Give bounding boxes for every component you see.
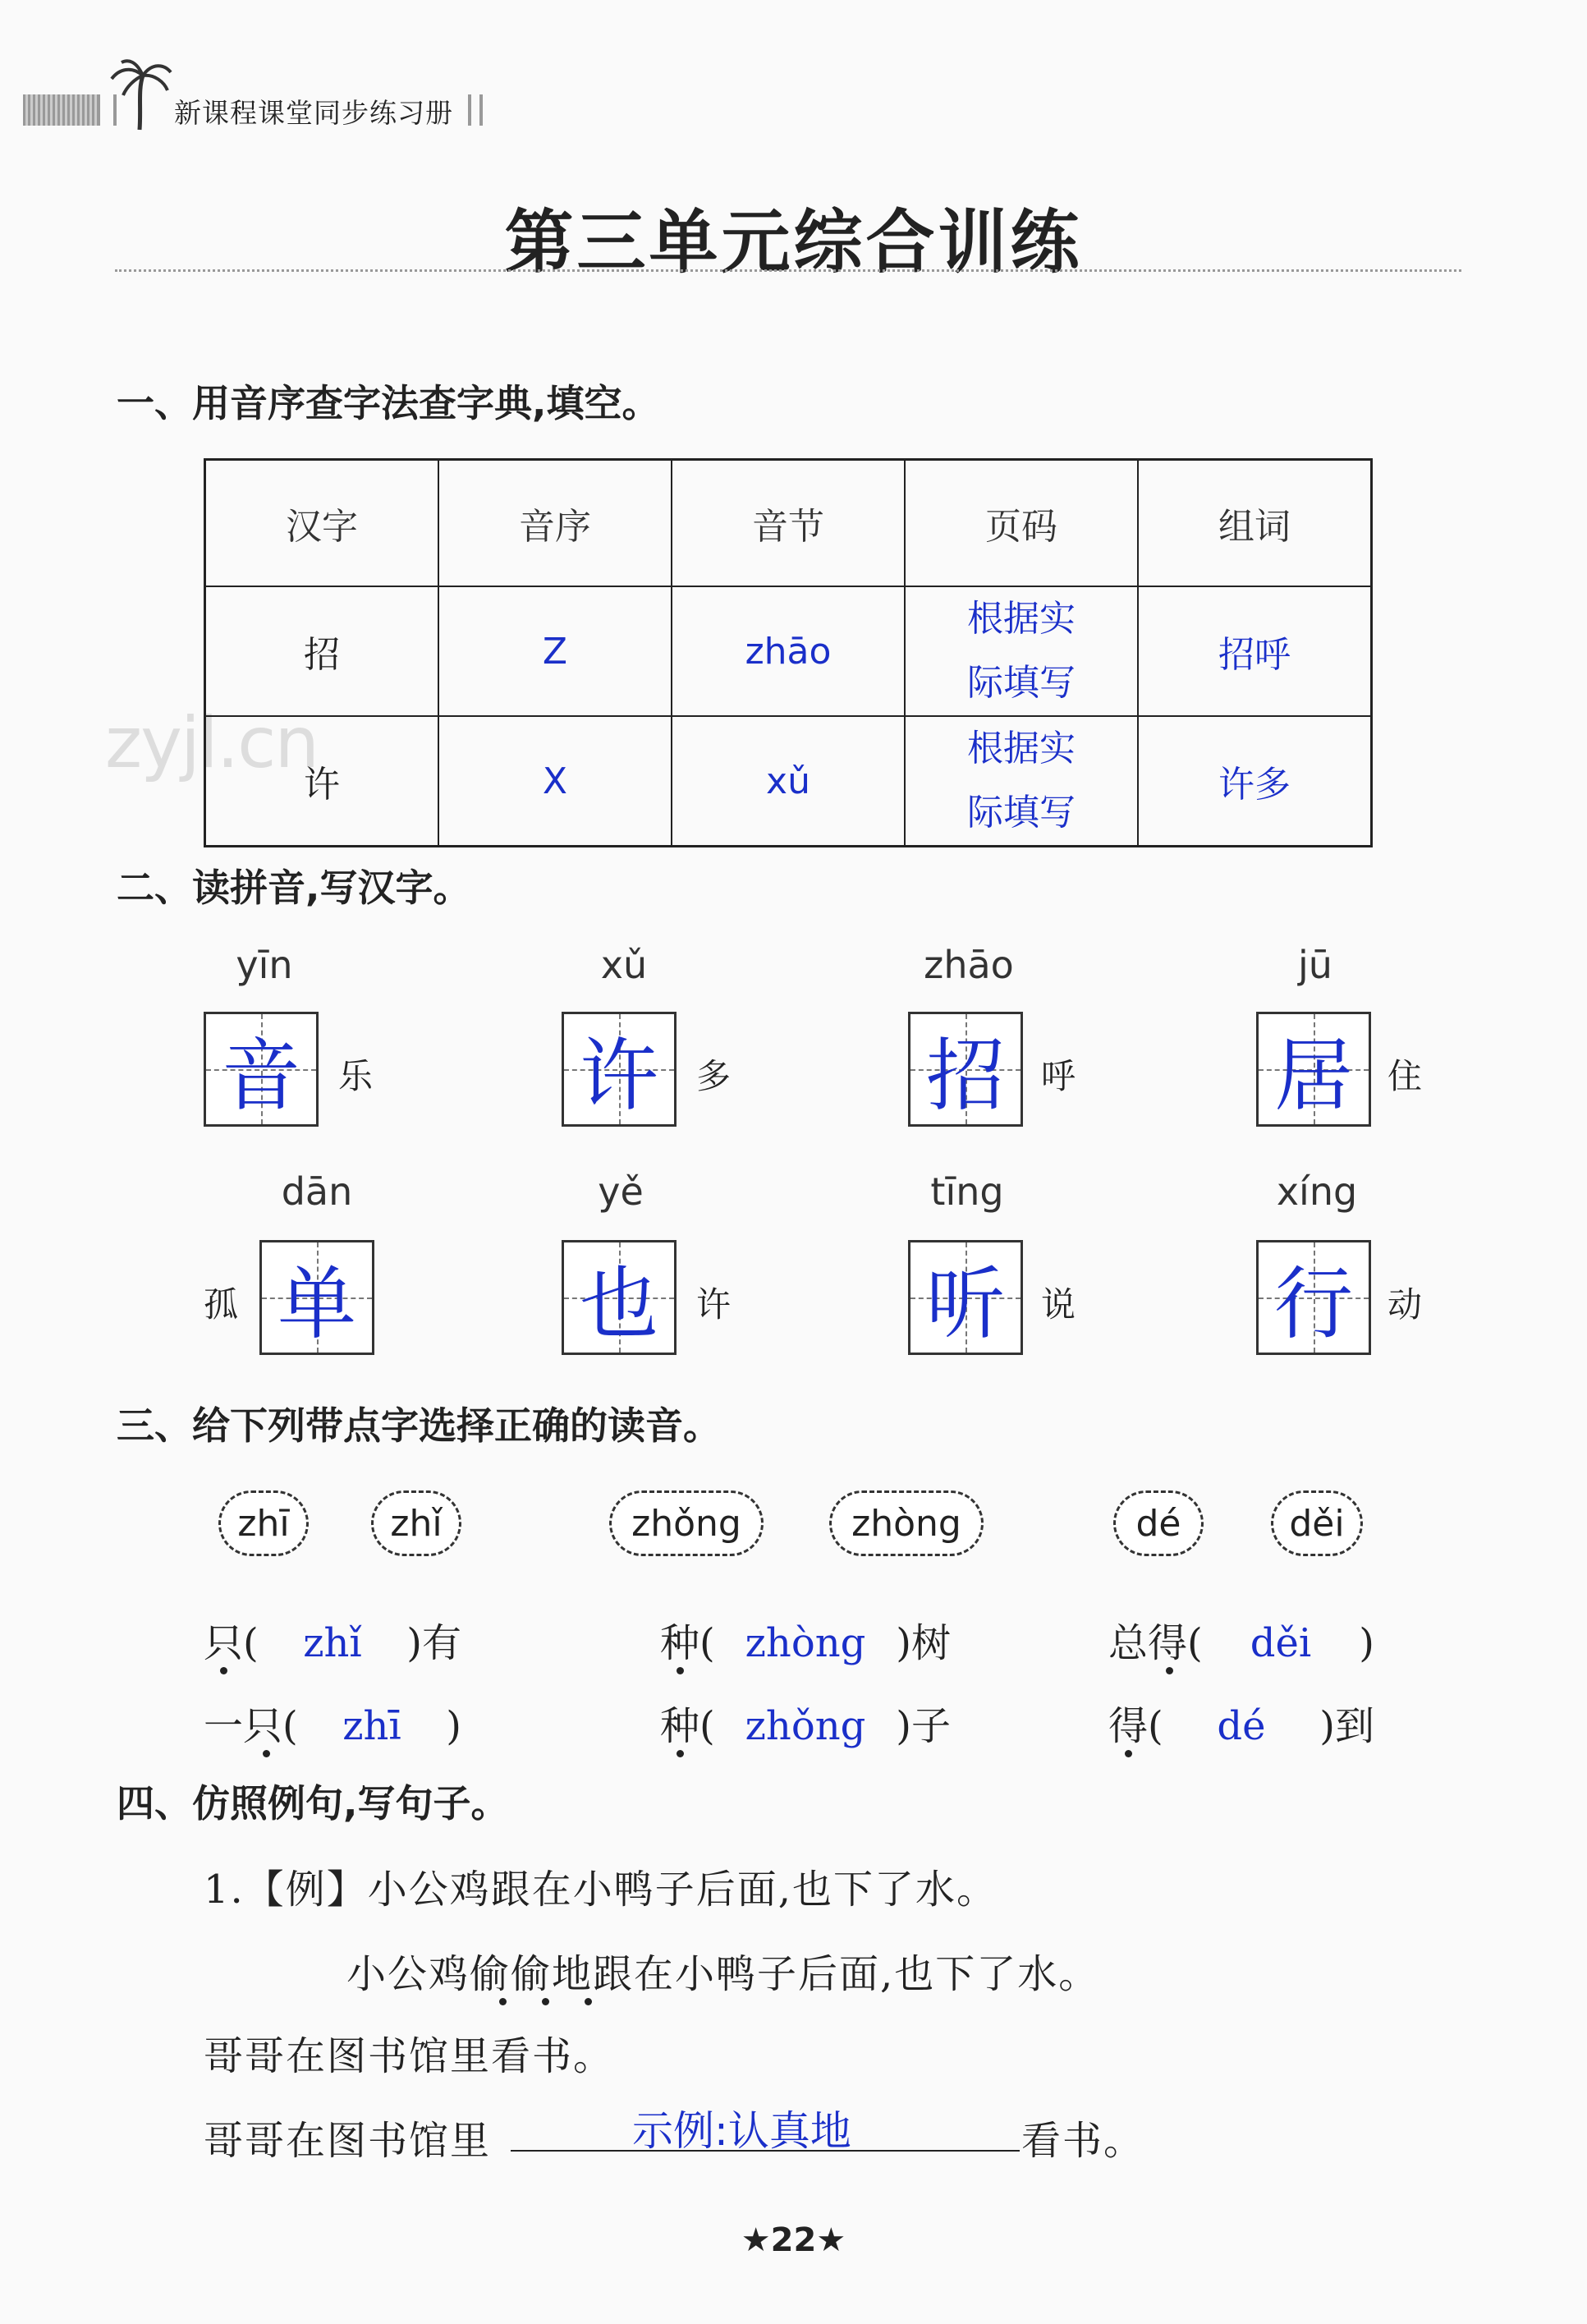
page-number: ★22★ [741, 2221, 846, 2259]
watermark: zyjl.cn [105, 702, 318, 784]
choice-post: )到 [1319, 1703, 1374, 1749]
cell-initial: Z [438, 586, 672, 716]
cell-char: 招 [205, 586, 439, 716]
choice-line [204, 1694, 461, 1751]
word-part: 孤 [204, 1284, 239, 1325]
choice-answer: děi [1250, 1620, 1312, 1666]
choice-post: ) [446, 1703, 461, 1749]
writing-grid-box [908, 1012, 1023, 1127]
box-answer: 听 [926, 1257, 1005, 1350]
pinyin-label: zhāo [924, 943, 1014, 987]
cell-syllable: xǔ [672, 716, 905, 847]
writing-grid-box [562, 1012, 677, 1127]
cell-syllable: zhāo [672, 586, 905, 716]
choice-answer: zhòng [745, 1620, 866, 1666]
box-answer: 音 [222, 1029, 300, 1122]
choice-line [1108, 1611, 1374, 1668]
column-header: 汉字 [205, 460, 439, 587]
cell-page [905, 586, 1138, 716]
choice-pre: 一只( [204, 1703, 298, 1749]
section2-heading: 二、读拼音,写汉字。 [117, 866, 471, 910]
pinyin-label: yě [598, 1169, 644, 1214]
choice-post: )有 [406, 1620, 461, 1666]
prompt-sentence: 哥哥在图书馆里看书。 [204, 2033, 615, 2079]
choice-post: ) [1359, 1620, 1374, 1666]
pinyin-option-bubble: zhǒng [609, 1490, 764, 1556]
choice-post: )树 [896, 1620, 951, 1666]
choice-answer: zhǐ [303, 1620, 362, 1666]
pinyin-option-bubble: děi [1271, 1490, 1363, 1556]
table-row [205, 716, 1372, 847]
writing-grid-box [908, 1240, 1023, 1355]
cell-initial: X [438, 716, 672, 847]
box-answer: 招 [926, 1029, 1005, 1122]
choice-pre: 种( [660, 1620, 715, 1666]
emphasis-dot [220, 1667, 227, 1674]
header-decor-bar [23, 94, 97, 126]
box-answer: 单 [277, 1257, 356, 1350]
cell-char: 许 [205, 716, 439, 847]
writing-grid-box [562, 1240, 677, 1355]
page-title: 第三单元综合训练 [504, 201, 1083, 282]
cell-page-line1: 根据实 [967, 598, 1076, 640]
pinyin-label: jū [1298, 943, 1332, 987]
column-header: 音节 [672, 460, 905, 587]
box-answer: 许 [580, 1029, 658, 1122]
column-header: 页码 [905, 460, 1138, 587]
pinyin-option-bubble: zhǐ [371, 1490, 461, 1556]
choice-pre: 总得( [1108, 1620, 1203, 1666]
cell-page-line2: 际填写 [967, 662, 1076, 704]
fill-answer: 示例:认真地 [632, 2107, 851, 2155]
writing-grid-box [204, 1012, 319, 1127]
choice-line [660, 1611, 951, 1668]
choice-line [204, 1611, 461, 1668]
column-header: 组词 [1138, 460, 1372, 587]
pinyin-label: xǔ [600, 943, 648, 987]
cell-page-line2: 际填写 [967, 792, 1076, 834]
emphasis-dot [677, 1667, 684, 1674]
table-header-row [205, 460, 1372, 587]
choice-pre: 种( [660, 1703, 715, 1749]
pinyin-label: yīn [236, 943, 293, 987]
writing-grid-box [259, 1240, 374, 1355]
pinyin-option-bubble: zhòng [829, 1490, 984, 1556]
cell-page [905, 716, 1138, 847]
dictionary-table [204, 458, 1373, 847]
pinyin-label: xíng [1276, 1169, 1358, 1214]
word-part: 许 [696, 1284, 732, 1325]
title-divider [115, 269, 1461, 272]
emphasis-dot [1166, 1667, 1173, 1674]
writing-grid-box [1256, 1012, 1371, 1127]
emphasis-dot [263, 1750, 270, 1757]
section3-heading: 三、给下列带点字选择正确的读音。 [117, 1403, 721, 1448]
cell-word: 许多 [1138, 716, 1372, 847]
box-answer: 行 [1274, 1257, 1353, 1350]
choice-pre: 得( [1108, 1703, 1163, 1749]
box-answer: 也 [580, 1257, 658, 1350]
choice-answer: dé [1217, 1703, 1266, 1749]
choice-post: )子 [896, 1703, 951, 1749]
column-header: 音序 [438, 460, 672, 587]
word-part: 说 [1041, 1284, 1076, 1325]
word-part: 呼 [1041, 1056, 1076, 1096]
choice-pre: 只( [204, 1620, 259, 1666]
section1-heading: 一、用音序查字法查字典,填空。 [117, 381, 660, 425]
header-decor-end [468, 94, 483, 126]
emphasis-dot [1125, 1750, 1132, 1757]
word-part: 乐 [338, 1056, 374, 1096]
choice-answer: zhǒng [745, 1703, 866, 1749]
emphasis-dot [585, 1998, 592, 2005]
choice-answer: zhī [342, 1703, 401, 1749]
fill-suffix: 看书。 [1021, 2118, 1145, 2164]
pinyin-label: tīng [930, 1169, 1004, 1214]
choice-line [660, 1694, 951, 1751]
word-part: 多 [696, 1056, 732, 1096]
writing-grid-box [1256, 1240, 1371, 1355]
emphasis-dot [499, 1998, 507, 2005]
pinyin-label: dān [281, 1169, 353, 1214]
word-part: 动 [1387, 1284, 1423, 1325]
pinyin-option-bubble: zhī [218, 1490, 309, 1556]
box-answer: 居 [1274, 1029, 1353, 1122]
cell-page-line1: 根据实 [967, 728, 1076, 769]
example-label: 1.【例】小公鸡跟在小鸭子后面,也下了水。 [204, 1867, 998, 1913]
cell-word: 招呼 [1138, 586, 1372, 716]
word-part: 住 [1387, 1056, 1423, 1096]
section4-heading: 四、仿照例句,写句子。 [117, 1781, 509, 1826]
pinyin-option-bubble: dé [1113, 1490, 1204, 1556]
fill-prefix: 哥哥在图书馆里 [204, 2118, 492, 2164]
example-sentence: 小公鸡偷偷地跟在小鸭子后面,也下了水。 [346, 1951, 1100, 1997]
book-title: 新课程课堂同步练习册 [174, 97, 453, 129]
table-row [205, 586, 1372, 716]
emphasis-dot [677, 1750, 684, 1757]
emphasis-dot [542, 1998, 549, 2005]
choice-line [1108, 1694, 1374, 1751]
palm-tree-icon [107, 57, 172, 131]
